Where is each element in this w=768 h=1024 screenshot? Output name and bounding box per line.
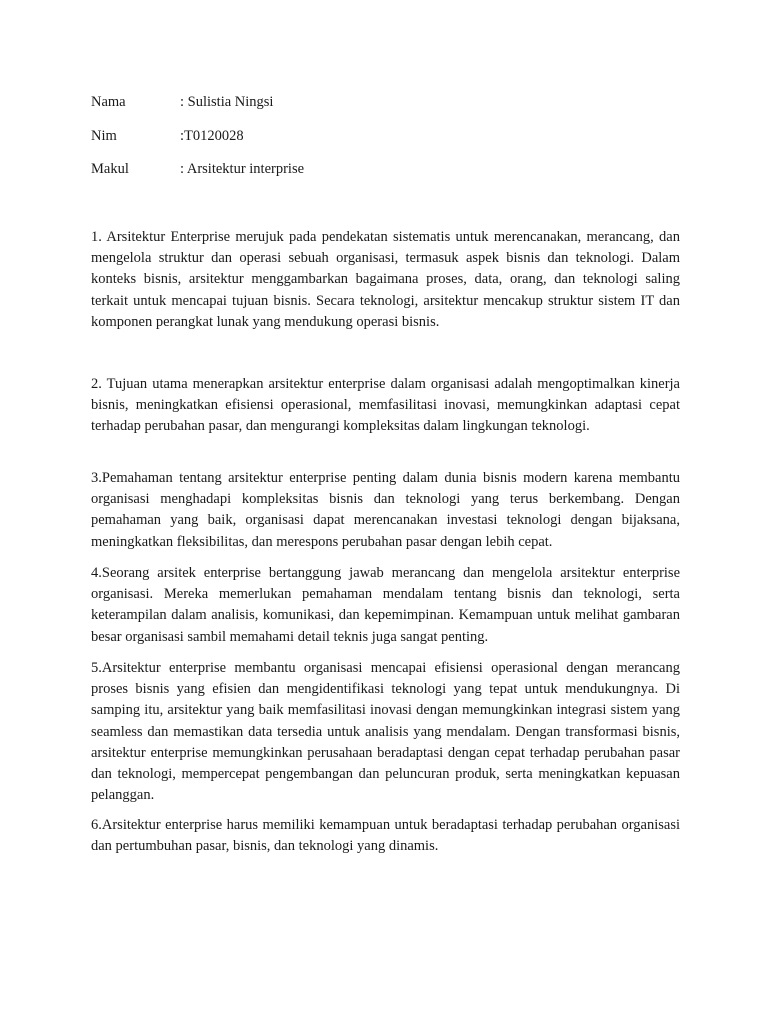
header-row-makul — [91, 159, 681, 179]
student-info-header — [91, 92, 681, 193]
header-row-nama — [91, 92, 681, 112]
header-row-nim — [91, 126, 681, 146]
header-value-makul: : Arsitektur interprise — [180, 161, 305, 177]
paragraph-2: 2. Tujuan utama menerapkan arsitektur enterprise dalam organisasi adalah mengoptimalkan kinerja bisnis, meningkatkan efisiensi operasional, memfasilitasi inovasi, memungkinkan adaptasi cepat terhadap perubahan pasar, dan mengurangi kompleksitas dalam lingkungan teknologi. — [91, 376, 680, 435]
header-value-nama: : Sulistia Ningsi — [180, 94, 274, 110]
header-value-nim: :T0120028 — [180, 127, 244, 144]
header-label-nama: Nama — [91, 94, 126, 110]
paragraph-4: 4.Seorang arsitek enterprise bertanggung jawab merancang dan mengelola arsitektur enterprise organisasi. Mereka memerlukan pemahaman mendalam tentang bisnis dan teknologi, serta keterampilan dalam analisis, komunikasi, dan kepemimpinan. Kemampuan untuk melihat gambaran besar organisasi sambil memahami detail teknis juga sangat penting. — [91, 565, 680, 645]
paragraph-1: 1. Arsitektur Enterprise merujuk pada pendekatan sistematis untuk merencanakan, merancang, dan mengelola struktur dan operasi sebuah organisasi, termasuk aspek bisnis dan teknologi. Dalam konteks bisnis, arsitektur menggambarkan bagaimana proses, data, orang, dan teknologi saling terkait untuk mencapai tujuan bisnis. Secara teknologi, arsitektur mencakup struktur sistem IT dan komponen perangkat lunak yang mendukung operasi bisnis. — [91, 229, 680, 330]
paragraph-5: 5.Arsitektur enterprise membantu organisasi mencapai efisiensi operasional dengan merancang proses bisnis yang efisien dan mengidentifikasi teknologi yang tepat untuk mendukungnya. Di samping itu, arsitektur yang baik memfasilitasi inovasi dengan memungkinkan integrasi sistem yang seamless dan memastikan data tersedia untuk analisis yang mendalam. Dengan transformasi bisnis, arsitektur enterprise memungkinkan perusahaan beradaptasi dengan cepat terhadap perubahan pasar dan teknologi, mempercepat pengembangan dan peluncuran produk, serta meningkatkan kepuasan pelanggan. — [91, 660, 680, 804]
paragraph-6: 6.Arsitektur enterprise harus memiliki kemampuan untuk beradaptasi terhadap perubahan organisasi dan pertumbuhan pasar, bisnis, dan teknologi yang dinamis. — [91, 817, 680, 855]
header-label-makul: Makul — [91, 161, 129, 177]
paragraph-3: 3.Pemahaman tentang arsitektur enterprise penting dalam dunia bisnis modern karena membantu organisasi menghadapi kompleksitas bisnis dan teknologi yang terus berkembang. Dengan pemahaman yang baik, organisasi dapat merencanakan investasi teknologi dengan bijaksana, meningkatkan fleksibilitas, dan merespons perubahan pasar dengan lebih cepat. — [91, 470, 680, 550]
header-label-nim: Nim — [91, 127, 117, 144]
